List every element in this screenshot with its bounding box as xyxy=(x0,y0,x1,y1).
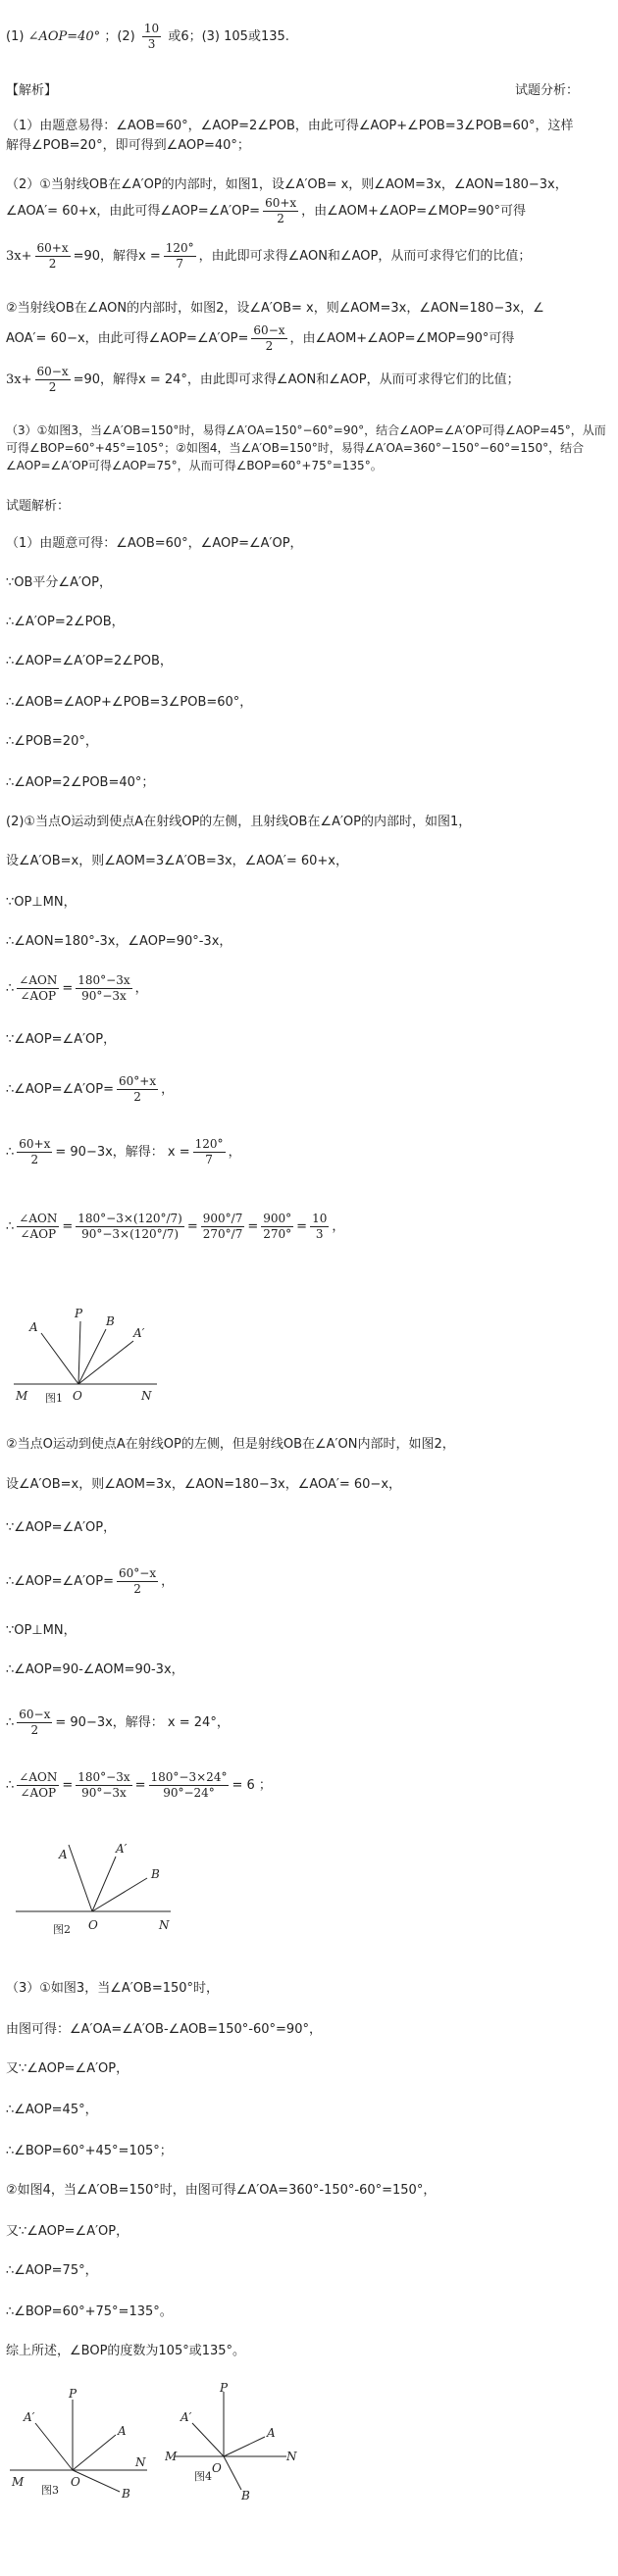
solution-line: ②如图4，当∠A′OB=150°时，由图可得∠A′OA=360°-150°-60°=150°， xyxy=(6,2183,437,2198)
svg-text:A: A xyxy=(29,1320,38,1334)
analysis-line: AOA′= 60−x，由此可得∠AOP=∠A′OP= $\frac{60-x}{2}$ ，由∠AOM+∠AOP=∠MOP=90°可得 xyxy=(6,323,515,353)
solution-line: （1）由题意可得：∠AOB=60°，∠AOP=∠A′OP， xyxy=(6,536,303,551)
analysis-line: （2）①当射线OB在∠A′OP的内部时，如图1，设∠A′OB= x，则∠AOM=3x，∠AON=180−3x， xyxy=(6,177,568,192)
svg-text:A: A xyxy=(118,2424,127,2438)
svg-text:A: A xyxy=(267,2426,276,2440)
svg-text:图1: 图1 xyxy=(45,1392,63,1405)
analysis-subtitle: 试题分析： xyxy=(514,83,579,98)
svg-text:P: P xyxy=(69,2388,77,2401)
solution-line: ∵∠AOP=∠A′OP， xyxy=(6,1032,117,1047)
solution-line: ∴∠AOP=45°， xyxy=(6,2103,98,2117)
analysis-line: ∠AOA′= 60+x，由此可得∠AOP=∠A′OP= $\frac{60+x}{2}$ ，由∠AOM+∠AOP=∠MOP=90°可得 xyxy=(6,196,526,225)
svg-text:O: O xyxy=(71,2475,80,2489)
solution-line: ∴∠BOP=60°+45°=105°； xyxy=(6,2144,173,2158)
solution-line: 设∠A′OB=x，则∠AOM=3x，∠AON=180−3x，∠AOA′= 60−x， xyxy=(6,1477,402,1492)
svg-text:图3: 图3 xyxy=(41,2484,59,2497)
solution-line: 由图可得：∠A′OA=∠A′OB-∠AOB=150°-60°=90°， xyxy=(6,2022,322,2037)
svg-text:B: B xyxy=(106,1314,115,1328)
solution-line: ∵OP⊥MN， xyxy=(6,895,77,910)
analysis-line: 3x+ $\frac{60-x}{2}$ =90，解得x = 24°，由此即可求得∠AON和∠AOP，从而可求得它们的比值； xyxy=(6,365,520,394)
svg-text:P: P xyxy=(220,2382,229,2395)
solution-line: 设∠A′OB=x，则∠AOM=3∠A′OB=3x，∠AOA′= 60+x， xyxy=(6,854,348,868)
figure-2 xyxy=(10,1835,177,1943)
solution-line: ∴∠AOP=∠A′OP= $\frac{60^\circ+x}{2}$ ， xyxy=(6,1074,175,1104)
svg-text:O: O xyxy=(88,1918,98,1932)
solution-line: ∴∠AOP=90-∠AOM=90-3x， xyxy=(6,1662,184,1677)
solution-line: ∴∠AOP=∠A′OP=2∠POB， xyxy=(6,654,173,669)
solution-line: ∴∠AOP=75°， xyxy=(6,2263,98,2278)
solution-line: ∴∠AOP=∠A′OP= $\frac{60^\circ-x}{2}$ ， xyxy=(6,1566,175,1596)
figure-3 xyxy=(6,2388,163,2505)
solution-line: ∴ $\frac{\text{∠AON}}{\text{∠AOP}}$ = $\frac{180^\circ-3x}{90^\circ-3x}$ ， xyxy=(6,973,148,1003)
solution-line: ∴∠BOP=60°+75°=135°。 xyxy=(6,2304,173,2319)
solution-line: ∴∠AOP=2∠POB=40°； xyxy=(6,775,155,790)
svg-text:B: B xyxy=(151,1867,160,1881)
svg-text:O: O xyxy=(212,2461,222,2475)
analysis-line: ②当射线OB在∠AON的内部时，如图2，设∠A′OB= x，则∠AOM=3x，∠AON=180−3x，∠ xyxy=(6,301,544,316)
solution-line: ∴ $\frac{60-x}{2}$ = 90−3x，解得： x = 24°， xyxy=(6,1708,230,1737)
svg-text:O: O xyxy=(73,1389,82,1403)
solution-line: ∴∠AOB=∠AOP+∠POB=3∠POB=60°， xyxy=(6,695,253,710)
analysis-line: 3x+ $\frac{60+x}{2}$ =90，解得x = $\frac{120^\circ}{7}$ ，由此即可求得∠AON和∠AOP，从而可求得它们的比值； xyxy=(6,241,532,271)
solution-line: ∴∠AON=180°-3x，∠AOP=90°-3x， xyxy=(6,934,232,949)
answer-rest: 或6；(3) 105或135. xyxy=(168,29,289,44)
solution-line: 又∵∠AOP=∠A′OP， xyxy=(6,2061,129,2076)
solution-line: ∴ $\frac{\text{∠AON}}{\text{∠AOP}}$ = $\frac{180^\circ-3\times(120^\circ/7)}{90^\circ-3\times(120^\circ/7)}$ = $\frac{900^\circ/7}{270^\circ/7}$ = $\frac{900^\circ}{270^\circ}$ = $\frac{10}{3}$ ， xyxy=(6,1212,345,1241)
solution-title: 试题解析： xyxy=(6,499,71,514)
svg-text:A′: A′ xyxy=(24,2410,35,2424)
svg-text:图4: 图4 xyxy=(194,2470,212,2483)
svg-text:P: P xyxy=(75,1307,83,1320)
svg-text:B: B xyxy=(122,2487,130,2501)
solution-line: 综上所述，∠BOP的度数为105°或135°。 xyxy=(6,2344,246,2358)
solution-line: ∵∠AOP=∠A′OP， xyxy=(6,1520,117,1535)
answer-part-1: (1) xyxy=(6,29,25,44)
analysis-line: 解得∠POB=20°，即可得到∠AOP=40°； xyxy=(6,138,250,153)
answer-fraction: $\frac{10}{3}$ xyxy=(143,22,160,51)
analysis-title: 【解析】 xyxy=(6,83,58,98)
analysis-line: （1）由题意易得：∠AOB=60°，∠AOP=2∠POB，由此可得∠AOP+∠POB=3∠POB=60°，这样 xyxy=(6,119,574,133)
svg-text:N: N xyxy=(141,1389,152,1403)
solution-line: ∴ $\frac{60+x}{2}$ = 90−3x，解得： x = $\frac{120^\circ}{7}$ ， xyxy=(6,1137,241,1166)
solution-line: ∴ $\frac{\text{∠AON}}{\text{∠AOP}}$ = $\frac{180^\circ-3x}{90^\circ-3x}$ = $\frac{180^\circ-3\times 24^\circ}{90^\circ-24^\circ}$ = 6 ； xyxy=(6,1770,272,1800)
answer-line xyxy=(6,22,289,52)
svg-text:A′: A′ xyxy=(116,1842,128,1856)
solution-line: 又∵∠AOP=∠A′OP， xyxy=(6,2224,129,2239)
svg-text:B: B xyxy=(241,2489,250,2502)
figure-1 xyxy=(10,1304,167,1412)
svg-text:N: N xyxy=(159,1918,170,1932)
svg-text:N: N xyxy=(286,2450,297,2463)
solution-line: （3）①如图3，当∠A′OB=150°时， xyxy=(6,1981,220,1996)
solution-line: ∴∠A′OP=2∠POB， xyxy=(6,615,125,629)
solution-line: ∵OP⊥MN， xyxy=(6,1623,77,1638)
answer-angle: ∠AOP=40° xyxy=(27,29,101,44)
svg-text:M: M xyxy=(16,1389,28,1403)
svg-text:图2: 图2 xyxy=(53,1923,71,1936)
figure-4 xyxy=(165,2382,312,2503)
svg-text:A′: A′ xyxy=(180,2410,192,2424)
solution-line: ∵OB平分∠A′OP， xyxy=(6,575,112,590)
analysis-line: ∠AOP=∠A′OP可得∠AOP=75°，从而可得∠BOP=60°+75°=135°。 xyxy=(6,459,383,472)
solution-line: (2)①当点O运动到使点A在射线OP的左侧，且射线OB在∠A′OP的内部时，如图1， xyxy=(6,815,472,829)
svg-text:N: N xyxy=(135,2455,146,2469)
solution-line: ②当点O运动到使点A在射线OP的左侧，但是射线OB在∠A′ON内部时，如图2， xyxy=(6,1437,455,1452)
solution-line: ∴∠POB=20°， xyxy=(6,734,98,749)
analysis-line: （3）①如图3，当∠A′OB=150°时，易得∠A′OA=150°−60°=90°，结合∠AOP=∠A′OP可得∠AOP=45°，从而 xyxy=(6,423,606,437)
analysis-line: 可得∠BOP=60°+45°=105°；②如图4，当∠A′OB=150°时，易得∠A′OA=360°−150°−60°=150°，结合 xyxy=(6,441,585,455)
answer-sep: ；(2) xyxy=(104,29,135,44)
svg-text:M: M xyxy=(12,2475,25,2489)
svg-text:A: A xyxy=(59,1848,68,1861)
svg-text:M: M xyxy=(165,2450,178,2463)
svg-text:A′: A′ xyxy=(133,1326,145,1340)
